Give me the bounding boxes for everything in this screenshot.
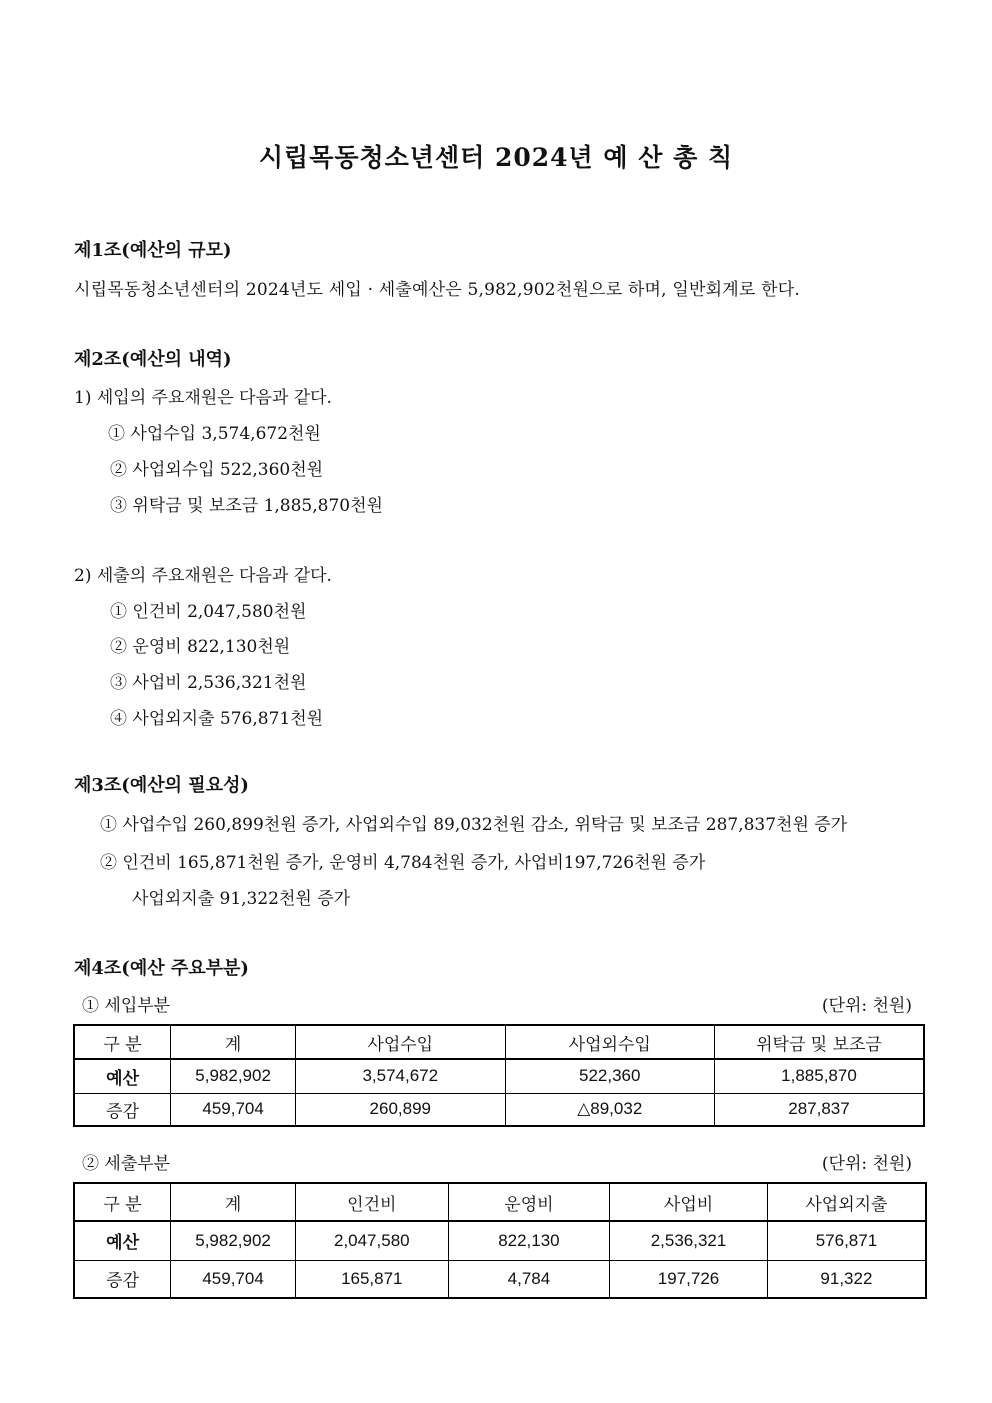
article-1-heading: 제1조(예산의 규모): [74, 240, 232, 261]
article-4-heading: 제4조(예산 주요부분): [74, 958, 249, 979]
table-header: 사업외수입: [505, 1025, 714, 1059]
table-row: [74, 1260, 926, 1298]
table-cell: 91,322: [767, 1260, 926, 1298]
table-row: [74, 1093, 924, 1126]
table-header: 사업수입: [296, 1025, 506, 1059]
table-cell: 5,982,902: [171, 1059, 296, 1093]
revenue-unit-label: (단위: 천원): [821, 996, 912, 1016]
table-header: 운영비: [448, 1183, 610, 1221]
table-cell: 165,871: [295, 1260, 448, 1298]
expense-section-label: ② 세출부분: [82, 1154, 171, 1174]
table-header: 인건비: [295, 1183, 448, 1221]
table-cell: 2,536,321: [610, 1221, 768, 1260]
table-cell: 1,885,870: [714, 1059, 924, 1093]
table-cell: △89,032: [505, 1093, 714, 1126]
table-header: 구 분: [74, 1183, 171, 1221]
table-header: 구 분: [74, 1025, 171, 1059]
revenue-item: ① 사업수입 3,574,672천원: [108, 424, 321, 444]
table-cell: 459,704: [171, 1093, 296, 1126]
expense-item: ② 운영비 822,130천원: [110, 637, 291, 657]
table-cell: 822,130: [448, 1221, 610, 1260]
table-cell: 4,784: [448, 1260, 610, 1298]
expense-table: [73, 1182, 927, 1299]
table-row: [74, 1059, 924, 1093]
table-header: 위탁금 및 보조금: [714, 1025, 924, 1059]
expense-item: ① 인건비 2,047,580천원: [110, 602, 307, 622]
necessity-line: ② 인건비 165,871천원 증가, 운영비 4,784천원 증가, 사업비197,726천원 증가: [100, 853, 706, 873]
table-cell: 예산: [74, 1059, 171, 1093]
table-cell: 576,871: [767, 1221, 926, 1260]
table-cell: 260,899: [296, 1093, 506, 1126]
expense-item: ③ 사업비 2,536,321천원: [110, 673, 307, 693]
expense-item: ④ 사업외지출 576,871천원: [110, 709, 324, 729]
table-row: [74, 1221, 926, 1260]
table-header: 사업외지출: [767, 1183, 926, 1221]
table-header: 사업비: [610, 1183, 768, 1221]
table-header: 계: [171, 1183, 296, 1221]
revenue-table: [73, 1024, 925, 1127]
table-cell: 예산: [74, 1221, 171, 1260]
revenue-item: ③ 위탁금 및 보조금 1,885,870천원: [110, 496, 383, 516]
table-cell: 증감: [74, 1260, 171, 1298]
table-cell: 287,837: [714, 1093, 924, 1126]
table-cell: 459,704: [171, 1260, 296, 1298]
table-cell: 증감: [74, 1093, 171, 1126]
necessity-line: 사업외지출 91,322천원 증가: [132, 889, 351, 909]
expense-unit-label: (단위: 천원): [821, 1154, 912, 1174]
table-cell: 2,047,580: [295, 1221, 448, 1260]
table-header: 계: [171, 1025, 296, 1059]
table-cell: 5,982,902: [171, 1221, 296, 1260]
revenue-section-label: ① 세입부분: [82, 996, 171, 1016]
necessity-line: ① 사업수입 260,899천원 증가, 사업외수입 89,032천원 감소, 위탁금 및 보조금 287,837천원 증가: [100, 815, 848, 835]
document-title: 시립목동청소년센터 2024년 예 산 총 칙: [258, 143, 734, 172]
table-cell: 197,726: [610, 1260, 768, 1298]
expense-intro: 2) 세출의 주요재원은 다음과 같다.: [74, 566, 332, 586]
revenue-intro: 1) 세입의 주요재원은 다음과 같다.: [74, 388, 332, 408]
article-2-heading: 제2조(예산의 내역): [74, 349, 232, 370]
table-cell: 522,360: [505, 1059, 714, 1093]
article-1-text: 시립목동청소년센터의 2024년도 세입 · 세출예산은 5,982,902천원으로 하며, 일반회계로 한다.: [74, 280, 800, 300]
revenue-item: ② 사업외수입 522,360천원: [110, 460, 324, 480]
table-cell: 3,574,672: [296, 1059, 506, 1093]
article-3-heading: 제3조(예산의 필요성): [74, 775, 249, 796]
